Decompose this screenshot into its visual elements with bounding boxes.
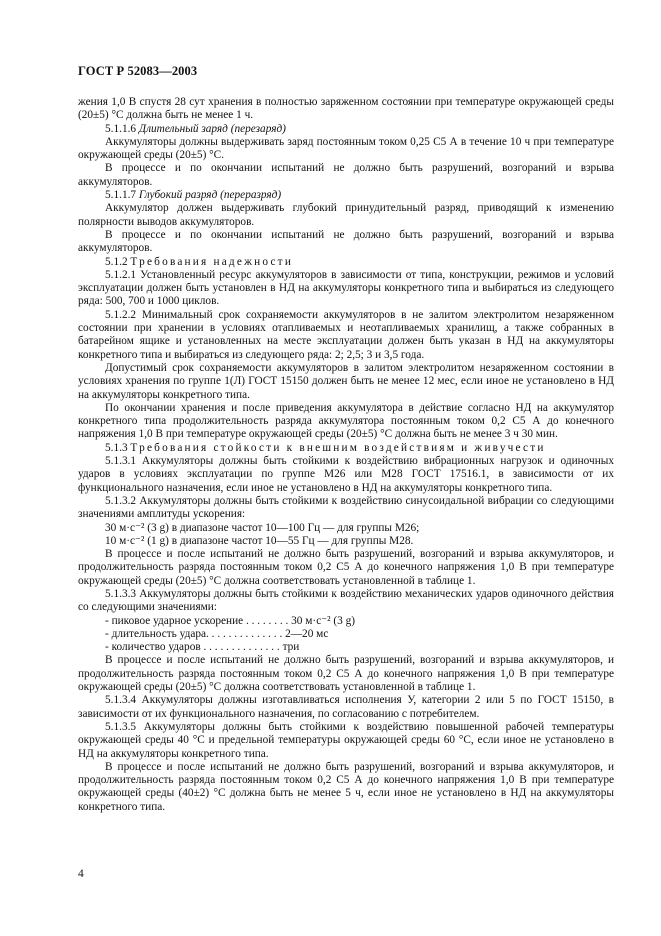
paragraph: 5.1.3.2 Аккумуляторы должны быть стойкими к воздействию синусоидальной вибрации со следующими значениями амплитуды ускорения:	[78, 494, 614, 521]
section-number: 5.1.1.7	[105, 189, 137, 202]
list-item-value: 2—20 мс	[285, 627, 329, 640]
paragraph: Аккумуляторы должны выдерживать заряд постоянным током 0,25 C5 А в течение 10 ч при температуре окружающей среды (20±5) °С.	[78, 135, 614, 162]
paragraph: Допустимый срок сохраняемости аккумуляторов в залитом электролитом незаряженном состоянии в условиях хранения по группе 1(Л) ГОСТ 15150 должен быть не менее 12 мес, если иное не установлено в НД на аккумуляторы конкретного типа.	[78, 361, 614, 401]
paragraph: В процессе и после испытаний не должно быть разрушений, возгораний и взрыва аккумуляторов, и продолжительность разряда постоянным током 0,2 C5 А до конечного напряжения 1,0 В при температуре окружающей среды (40±2) °С должна быть не менее 5 ч, если иное не установлено в НД на аккумуляторы конкретного типа.	[78, 760, 614, 813]
section-heading-5-1-1-6	[78, 123, 614, 136]
standard-header: ГОСТ Р 52083—2003	[78, 64, 198, 78]
paragraph: В процессе и после испытаний не должно быть разрушений, возгораний и взрыва аккумуляторов, и продолжительность разряда постоянным током 0,2 C5 А до конечного напряжения 1,0 В при температуре окружающей среды (20±5) °С должна соответствовать установленной в таблице 1.	[78, 654, 614, 694]
section-title: Требования стойкости к внешним воздействиям и живучести	[130, 441, 546, 454]
paragraph: 5.1.3.1 Аккумуляторы должны быть стойкими к воздействию вибрационных нагрузок и одиночных ударов в условиях эксплуатации по группе М26 или М28 ГОСТ 17516.1, в зависимости от их функционального назначения, если иное не установлено в НД на аккумуляторы конкретного типа.	[78, 455, 614, 494]
paragraph: 5.1.3.4 Аккумуляторы должны изготавливаться исполнения У, категории 2 или 5 по ГОСТ 15150, в зависимости от их функционального назначения, по согласованию с потребителем.	[78, 694, 614, 720]
paragraph: В процессе и после испытаний не должно быть разрушений, возгораний и взрыва аккумуляторов, и продолжительность разряда постоянным током 0,2 C5 А до конечного напряжения 1,0 В при температуре окружающей среды (20±5) °С должна соответствовать установленной в таблице 1.	[78, 548, 614, 587]
list-item	[105, 615, 614, 628]
section-title: Требования надежности	[130, 255, 294, 268]
list-item-value: три	[282, 641, 300, 654]
paragraph: В процессе и по окончании испытаний не должно быть разрушений, возгораний и взрыва аккумуляторов.	[78, 228, 614, 255]
paragraph: В процессе и по окончании испытаний не должно быть разрушений, возгораний и взрыва аккумуляторов.	[78, 162, 614, 188]
list-item	[105, 628, 614, 641]
paragraph: жения 1,0 В спустя 28 сут хранения в полностью заряженном состоянии при температуре окружающей среды (20±5) °С должна быть не менее 1 ч.	[78, 96, 614, 122]
list-item-value: 30 м·с⁻² (3 g)	[291, 614, 356, 627]
section-number: 5.1.1.6	[105, 122, 137, 135]
section-heading-5-1-3	[78, 442, 614, 455]
list-item-label: - пиковое ударное ускорение . . . . . . . .	[105, 614, 289, 627]
section-heading-5-1-1-7	[78, 189, 614, 202]
paragraph: 5.1.3.3 Аккумуляторы должны быть стойкими к воздействию механических ударов одиночного действия со следующими значениями:	[78, 587, 614, 614]
section-title: Длительный заряд (перезаряд)	[138, 122, 286, 135]
paragraph: 5.1.2.1 Установленный ресурс аккумуляторов в зависимости от типа, конструкции, режимов и условий эксплуатации должен быть установлен в НД на аккумуляторы конкретного типа и выбираться из следующего ряда: 500, 700 и 1000 циклов.	[78, 268, 614, 308]
document-body	[78, 96, 614, 814]
paragraph: 30 м·с⁻² (3 g) в диапазоне частот 10—100 Гц — для группы М26;	[105, 521, 420, 534]
paragraph: 5.1.3.5 Аккумуляторы должны быть стойкими к воздействию повышенной рабочей температуры окружающей среды 40 °С и предельной температуры окружающей среды 60 °С, если иное не установлено в НД на аккумуляторы конкретного типа.	[78, 720, 614, 760]
list-item-label: - длительность удара. . . . . . . . . . . . . .	[105, 627, 283, 640]
list-item-label: - количество ударов . . . . . . . . . . . . . .	[105, 641, 280, 654]
shock-parameters-list	[78, 615, 614, 655]
list-item	[105, 641, 614, 654]
section-number: 5.1.3	[105, 441, 128, 454]
page-number: 4	[78, 868, 84, 880]
paragraph: 5.1.2.2 Минимальный срок сохраняемости аккумуляторов в не залитом электролитом незаряженном состоянии при хранении в условиях отапливаемых и неотапливаемых хранилищ, а также собранных в батарейном ящике и установленных на месте эксплуатации должен быть указан в НД на аккумуляторы конкретного типа и выбираться из следующего ряда: 2; 2,5; 3 и 3,5 года.	[78, 308, 614, 361]
paragraph: Аккумулятор должен выдерживать глубокий принудительный разряд, приводящий к изменению полярности выводов аккумуляторов.	[78, 202, 614, 228]
paragraph: 10 м·с⁻² (1 g) в диапазоне частот 10—55 Гц — для группы М28.	[105, 534, 414, 547]
section-number: 5.1.2	[105, 255, 128, 268]
paragraph: По окончании хранения и после приведения аккумулятора в действие согласно НД на аккумулятор конкретного типа продолжительность разряда аккумулятора постоянным током 0,2 C5 А до конечного напряжения 1,0 В при температуре окружающей среды (20±5) °С должна быть не менее 3 ч 30 мин.	[78, 401, 614, 441]
section-title: Глубокий разряд (переразряд)	[138, 189, 282, 202]
section-heading-5-1-2	[78, 256, 614, 269]
